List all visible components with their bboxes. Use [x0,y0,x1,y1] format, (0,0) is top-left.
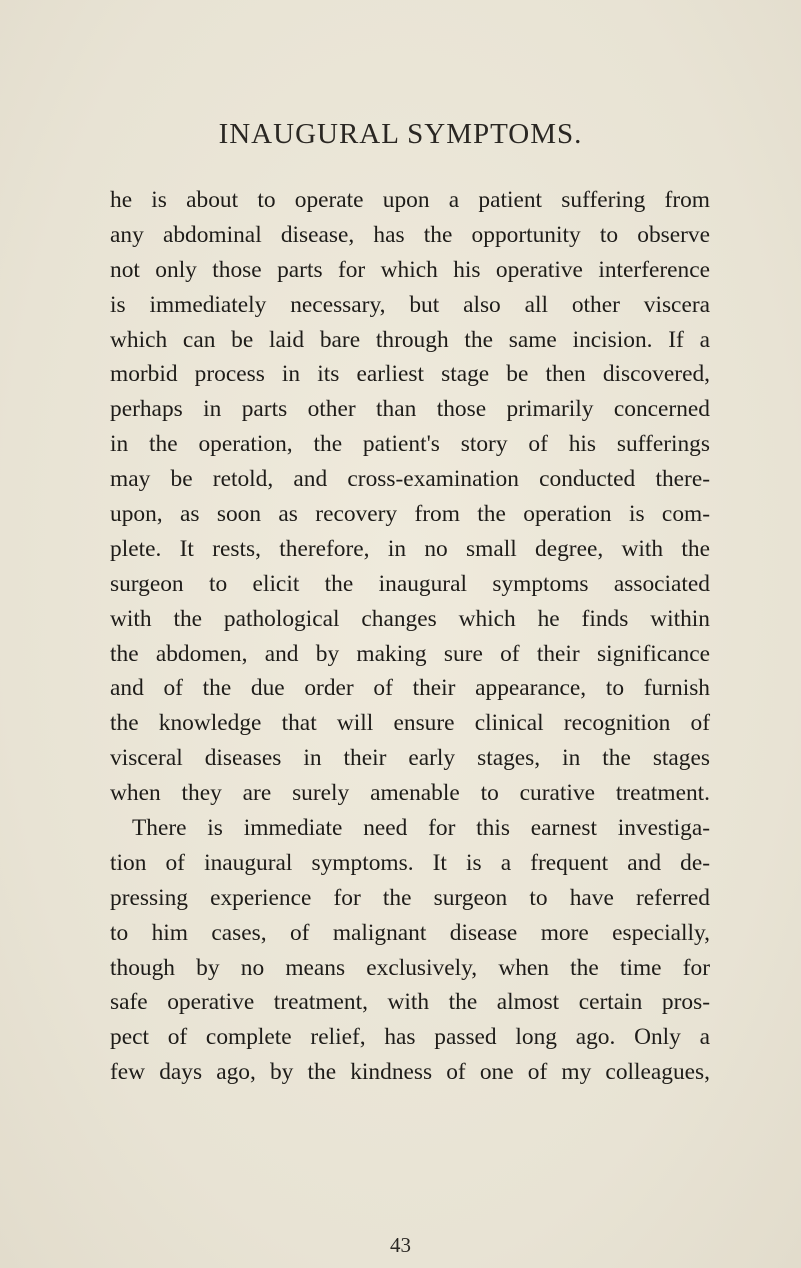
text-line: surgeon to elicit the inaugural symptoms associated [110,570,710,597]
text-line: upon, as soon as recovery from the operation is com- [110,501,710,528]
text-line: perhaps in parts other than those primarily concerned [110,396,710,423]
text-line: morbid process in its earliest stage be then discovered, [110,361,710,388]
text-line: tion of inaugural symptoms. It is a frequent and de- [110,849,710,876]
text-line: pect of complete relief, has passed long ago. Only a [110,1024,710,1051]
text-line: and of the due order of their appearance, to furnish [110,675,710,702]
text-line: any abdominal disease, has the opportunity to observe [110,221,710,248]
body-paragraphs [110,183,710,1090]
text-line: is immediately necessary, but also all other viscera [110,291,710,318]
text-line: not only those parts for which his operative interference [110,256,710,283]
text-line: to him cases, of malignant disease more especially, [110,919,710,946]
running-head-title: INAUGURAL SYMPTOMS. [218,118,583,150]
text-line: may be retold, and cross-examination conducted there- [110,466,710,493]
text-line: the knowledge that will ensure clinical recognition of [110,710,710,737]
text-line: plete. It rests, therefore, in no small degree, with the [110,535,710,562]
text-line: pressing experience for the surgeon to have referred [110,884,710,911]
text-line: the abdomen, and by making sure of their significance [110,640,710,667]
text-line: though by no means exclusively, when the time for [110,954,710,981]
text-line: visceral diseases in their early stages, in the stages [110,745,710,772]
text-line: with the pathological changes which he finds within [110,605,710,632]
text-line: when they are surely amenable to curative treatment. [110,780,710,807]
text-line-paragraph-start: There is immediate need for this earnest investiga- [132,815,710,842]
text-line: in the operation, the patient's story of his sufferings [110,431,710,458]
text-line: which can be laid bare through the same incision. If a [110,326,710,353]
text-line: few days ago, by the kindness of one of my colleagues, [110,1059,710,1086]
page-number: 43 [390,1233,411,1257]
text-line: he is about to operate upon a patient suffering from [110,187,710,213]
text-line: safe operative treatment, with the almost certain pros- [110,989,710,1016]
